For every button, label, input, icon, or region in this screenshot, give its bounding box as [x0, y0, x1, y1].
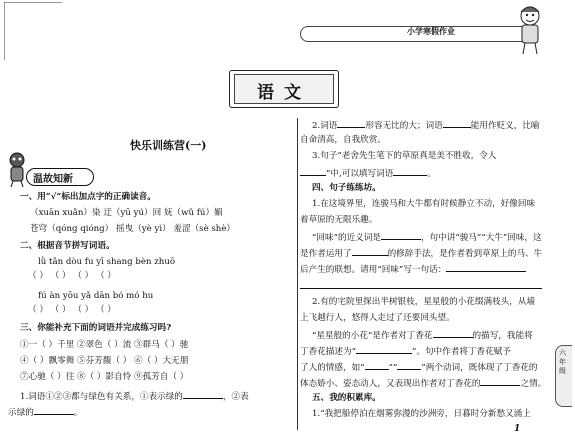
blank[interactable] — [34, 405, 74, 415]
r-line-16: 了人的情感，如“ ”“ ”两个动词，既体现了丁香花的 — [300, 360, 537, 374]
r-line-19: 1.“我把船停泊在烟雾弥漫的沙洲旁，日暮时分新愁又涌上 — [312, 409, 531, 419]
q1-title: 一、用“√”标出加点字的正确读音。 — [20, 192, 156, 202]
page-number: 1 — [514, 424, 521, 434]
r-line-14: “星星般的小花”是作者对丁香花 的描写，我能将 — [312, 328, 533, 342]
q3-title: 三、你能补充下面的词语并完成练习吗? — [20, 323, 172, 333]
r-line-9: 是作者运用了 的修辞手法，是作者看到草原上的马、牛 — [300, 246, 542, 260]
subject-title-box — [229, 70, 339, 108]
q2-title: 二、根据音节拼写词语。 — [20, 241, 115, 251]
section-title: 快乐训练营(一) — [130, 139, 207, 152]
q3-row-2[interactable]: ④（ ）飘零舞 ⑤芬芳馥（ ） ⑥（ ）大无朋 — [20, 356, 189, 366]
r-line-3: 3.句子“老舍先生笔下的草原真是美不胜收，令人 — [312, 151, 497, 161]
r-line-7: 着草原的无限乐趣。 — [300, 215, 378, 225]
blank[interactable] — [183, 389, 223, 399]
r-line-17: 体态娇小、姿态动人，又表现出作者对丁香花的 之情。 — [300, 376, 546, 390]
r-line-10: 后产生的联想。请用“回味”写一句话： — [300, 262, 526, 276]
q2-pinyin-row-2: fú àn yōu yǎ dān bó mó hu — [38, 291, 154, 301]
section-badge: 温故知新 — [26, 168, 94, 186]
grade-label: 六年级 — [559, 349, 566, 375]
q3-row-3[interactable]: ⑦心驰（ ）往 ⑧（ ）影自怜 ⑨孤芳自（ ） — [20, 372, 189, 382]
r-line-6: 1.在这境界里，连骏马和大牛都有时候静立不动，好像回味 — [312, 199, 536, 209]
r-line-15: 丁香花描述为“ ”。句中作者将丁香花赋予 — [300, 344, 511, 358]
q3-row-1[interactable]: ①一（ ）千里 ②翠色（ ）流 ③群马（ ）驰 — [20, 340, 189, 350]
r-line-12: 2.有的宅院里探出半树银枝，星星般的小花缀满枝头，从墙 — [312, 297, 536, 307]
page-title: 语文 — [257, 83, 311, 103]
q3-exercise-1: 1.词语①②③都与绿色有关系，①表示绿的 ，②表 — [20, 389, 249, 403]
q2-blanks-row-1[interactable]: （ ） （ ） （ ） （ ） — [28, 271, 116, 281]
q2-blanks-row-2[interactable]: （ ） （ ） （ ） （ ） — [28, 305, 116, 315]
r-line-4: ”中,可以填写词语 。 — [300, 166, 436, 180]
q1-row-1: （xuān xuǎn）染 迂（yū yú）回 妩（wǔ fú）媚 — [30, 208, 223, 218]
q2-pinyin-row-1: lǜ tǎn dòu fu yī shang bèn zhuō — [38, 257, 176, 267]
r-line-1: 2.词语 形容无比的大；词语 能用作贬义，比喻 — [312, 118, 540, 132]
r-line-13: 上飞越行人，悠得人走过了还要回头望。 — [300, 313, 455, 323]
cartoon-child-icon — [505, 2, 555, 58]
corner-decoration-icon — [4, 2, 64, 62]
r-section-5: 五、我的积累库。 — [312, 393, 381, 403]
q1-row-2: 苍穹（qóng qióng） 摇曳（yè yì） 羞涩（sè shè） — [30, 224, 236, 234]
answer-line[interactable] — [300, 288, 542, 289]
q3-exercise-1-cont: 示绿的 。 — [8, 405, 82, 419]
r-section-4: 四、句子练练坊。 — [312, 183, 381, 193]
mascot-icon — [4, 150, 30, 188]
header-tag: 小学寒假作业 — [407, 27, 455, 36]
r-line-2: 自命清高，自我欣赏。 — [300, 135, 386, 145]
column-divider — [297, 118, 298, 430]
r-line-8: “回味”的近义词是 ，句中讲“骏马”“大牛”回味，这 — [312, 230, 542, 244]
